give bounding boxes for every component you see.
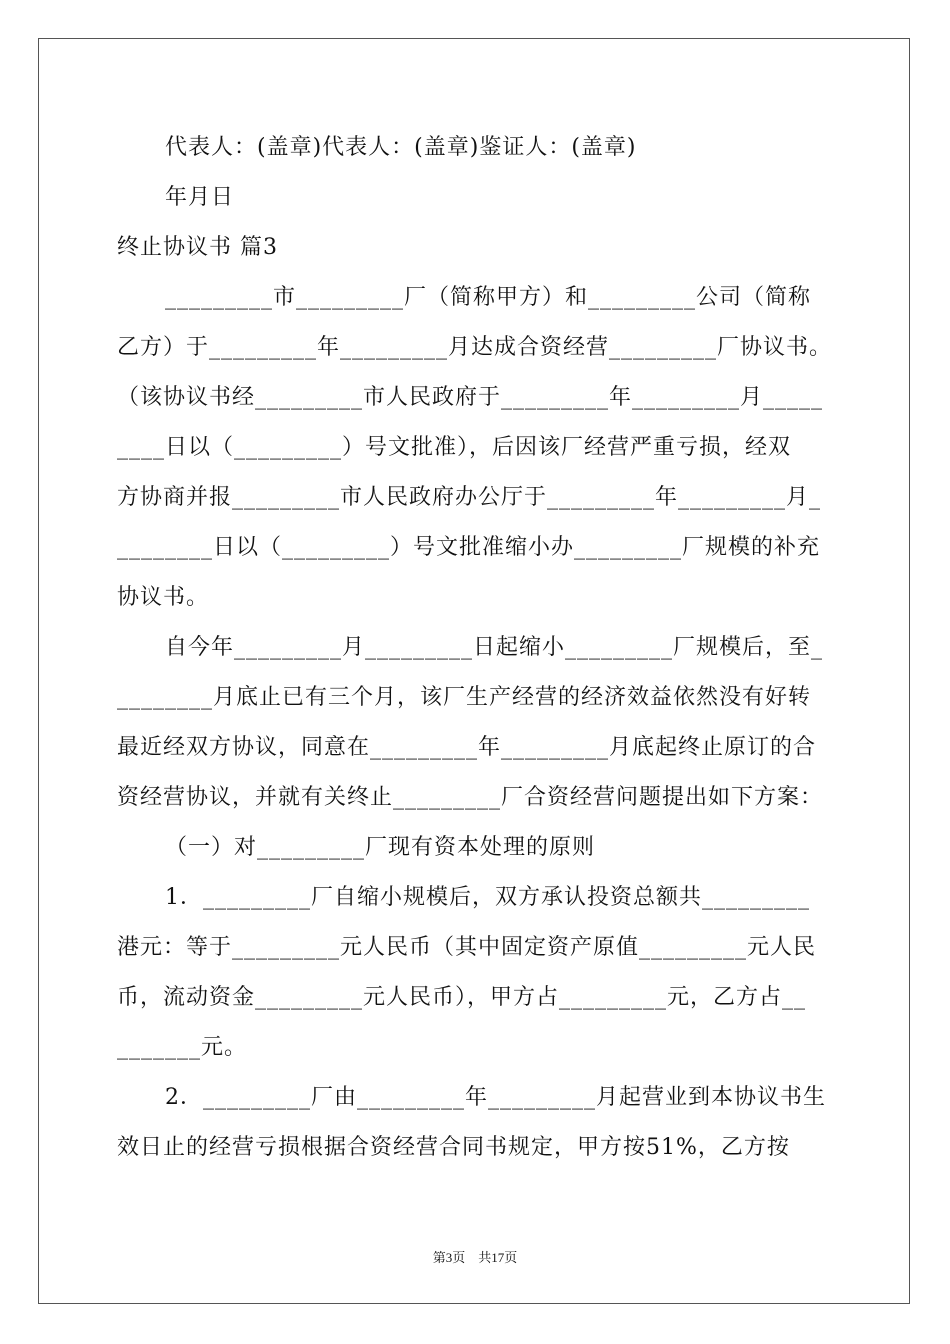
text-line: ____日以（_________）号文批准），后因该厂经营严重亏损，经双 (117, 435, 792, 460)
text-line: 币，流动资金_________元人民币），甲方占_________元，乙方占__ (117, 985, 807, 1010)
page-number: 第3页 共17页 (432, 1250, 518, 1265)
text-line: 1．_________厂自缩小规模后，双方承认投资总额共_________ (165, 885, 810, 910)
page-border (38, 38, 910, 1304)
text-line: _________市_________厂（简称甲方）和_________公司（简称 (165, 285, 812, 310)
text-line: 效日止的经营亏损根据合资经营合同书规定，甲方按51%，乙方按 (117, 1135, 790, 1160)
signature-line: 代表人：(盖章)代表人：(盖章)鉴证人：(盖章) (165, 135, 637, 160)
text-line: （该协议书经_________市人民政府于_________年_________月_____ (117, 385, 824, 410)
text-line: 乙方）于_________年_________月达成合资经营_________厂协议书。 (117, 335, 833, 360)
text-line: ________月底止已有三个月，该厂生产经营的经济效益依然没有好转 (117, 685, 812, 710)
text-line: 2．_________厂由_________年_________月起营业到本协议书生 (165, 1085, 826, 1110)
text-line: 最近经双方协议，同意在_________年_________月底起终止原订的合 (117, 735, 817, 760)
text-line: _______元。 (117, 1035, 248, 1060)
text-line: 资经营协议，并就有关终止_________厂合资经营问题提出如下方案： (117, 785, 824, 810)
text-line: ________日以（_________）号文批准缩小办_________厂规模的补充 (117, 535, 821, 560)
text-line: 港元：等于_________元人民币（其中固定资产原值_________元人民 (117, 935, 817, 960)
date-line: 年月日 (165, 185, 235, 210)
subsection-heading: （一）对_________厂现有资本处理的原则 (165, 835, 596, 860)
section-heading: 终止协议书 篇3 (117, 235, 278, 260)
text-line: 自今年_________月_________日起缩小_________厂规模后，至_ (165, 635, 824, 660)
text-line: 方协商并报_________市人民政府办公厅于_________年_________月_ (117, 485, 822, 510)
text-line: 协议书。 (117, 585, 210, 610)
